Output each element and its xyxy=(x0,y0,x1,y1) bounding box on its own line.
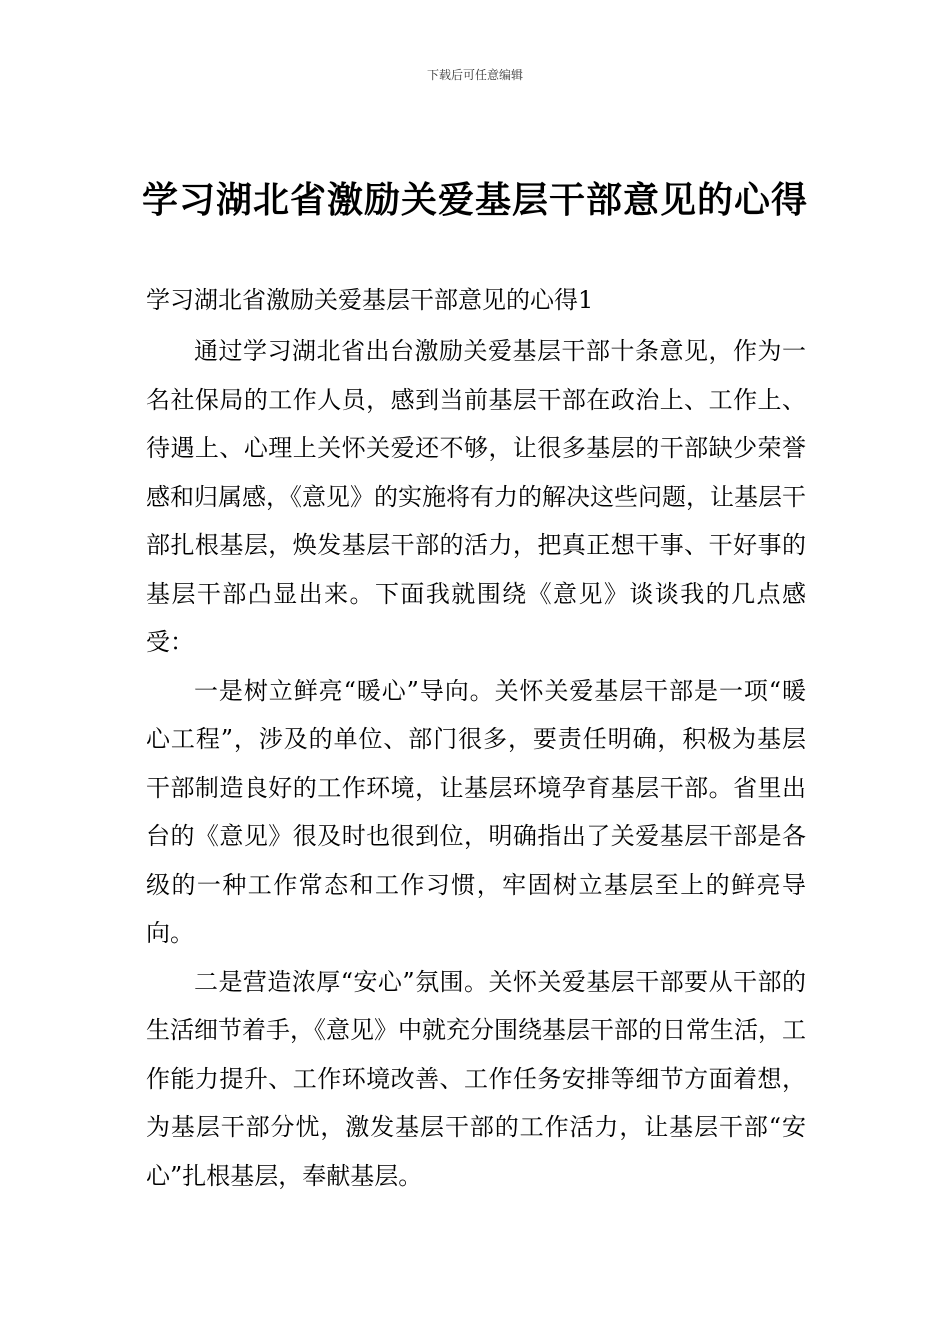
document-body xyxy=(146,327,806,1200)
page-header-note: 下载后可任意编辑 xyxy=(426,68,523,82)
paragraph-point-one: 一是树立鲜亮“暖心”导向。关怀关爱基层干部是一项“暖心工程”，涉及的单位、部门很多，要责任明确，积极为基层干部制造良好的工作环境，让基层环境孕育基层干部。省里出台的《意见》很及时也很到位，明确指出了关爱基层干部是各级的一种工作常态和工作习惯，牢固树立基层至上的鲜亮导向。 xyxy=(146,676,806,947)
section-heading: 学习湖北省激励关爱基层干部意见的心得1 xyxy=(146,286,594,314)
paragraph-point-two: 二是营造浓厚“安心”氛围。关怀关爱基层干部要从干部的生活细节着手，《意见》中就充分围绕基层干部的日常生活，工作能力提升、工作环境改善、工作任务安排等细节方面着想，为基层干部分忧，激发基层干部的工作活力，让基层干部“安心”扎根基层，奉献基层。 xyxy=(146,967,806,1190)
document-title: 学习湖北省激励关爱基层干部意见的心得 xyxy=(141,180,808,221)
paragraph-intro: 通过学习湖北省出台激励关爱基层干部十条意见，作为一名社保局的工作人员，感到当前基层干部在政治上、工作上、待遇上、心理上关怀关爱还不够，让很多基层的干部缺少荣誉感和归属感，《意见》的实施将有力的解决这些问题，让基层干部扎根基层，焕发基层干部的活力，把真正想干事、干好事的基层干部凸显出来。下面我就围绕《意见》谈谈我的几点感受： xyxy=(146,337,806,656)
